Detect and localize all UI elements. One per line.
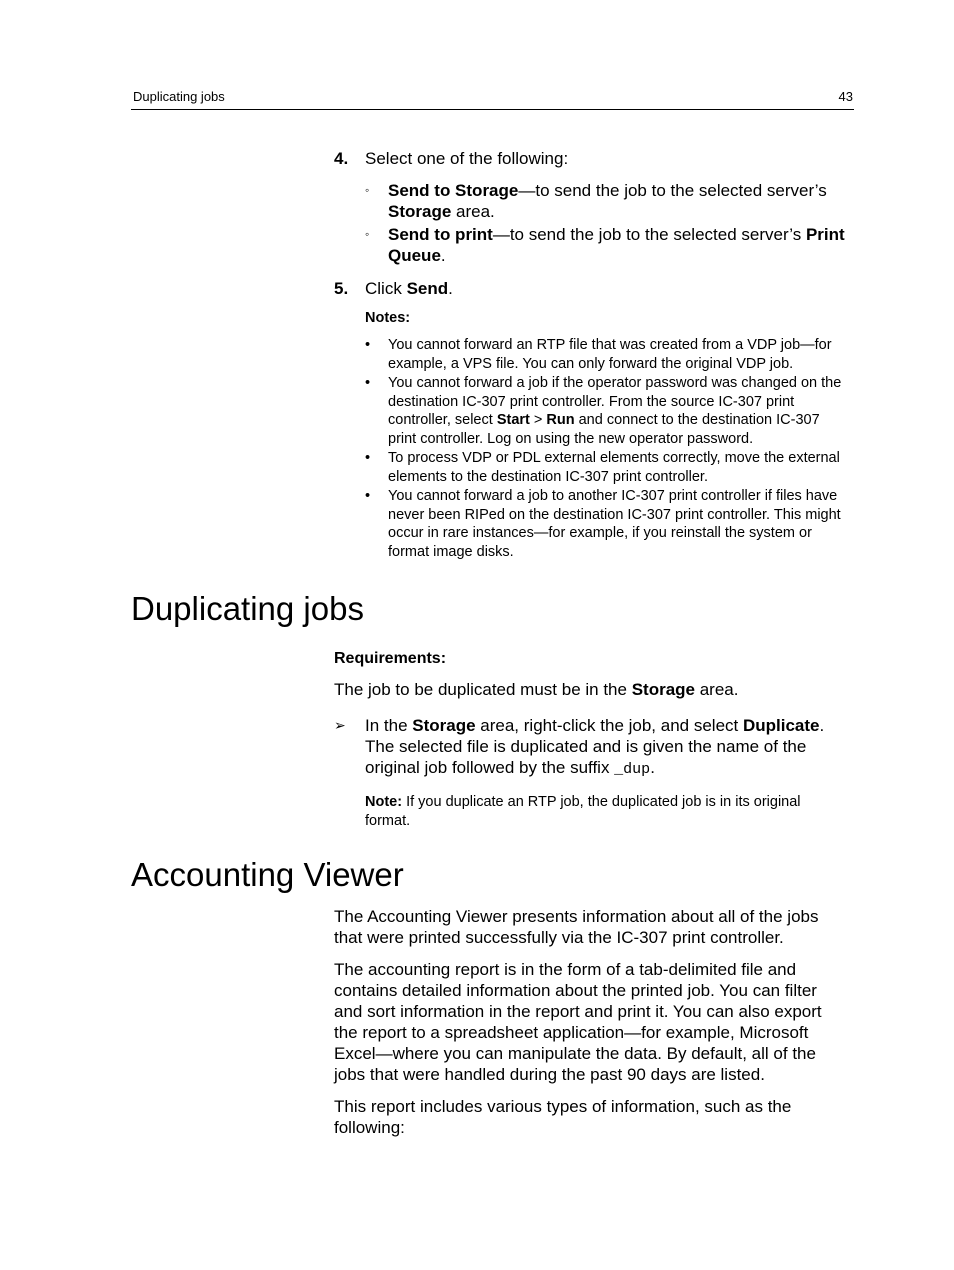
step-command: Send (406, 279, 449, 298)
option-desc-end: . (440, 246, 446, 265)
note-label: Note: (365, 794, 403, 810)
note-item (365, 336, 849, 373)
option-name: Send to print (388, 225, 493, 244)
option-target: Print Queue (388, 225, 845, 265)
bullet-icon: • (365, 450, 371, 466)
instruction-result: The selected file is duplicated and is given the name of the original job followed by the suffix (365, 737, 807, 777)
option-send-to-print (365, 224, 849, 266)
note-text: To process VDP or PDL external elements correctly, move the external elements to the destination IC-307 print controller. (388, 450, 840, 485)
note-item (365, 449, 849, 486)
duplicate-note (334, 793, 849, 830)
note-text: You cannot forward a job to another IC-307 print controller if files have never been RIPed on the destination IC-307 print controller. This might occur in rare instances—for example, if you reinstall the system or format image disks. (388, 488, 841, 560)
procedure-steps (334, 148, 849, 561)
instruction-item: ➢ In the Storage area, right-click the job, and select Duplicate. The selected file is duplicated and is given the name of the original job followed by the suffix _dup. (334, 716, 825, 778)
option-name: Send to Storage (388, 181, 519, 200)
accounting-paragraph: The accounting report is in the form of a tab-delimited file and contains detailed information about the printed job. You can filter and sort information in the report and print it. You can also export the report to a spreadsheet application—for example, Microsoft Excel—where you can manipulate the data. By default, all of the jobs that were handled during the past 90 days are listed. (334, 960, 822, 1084)
notes-list (365, 336, 849, 561)
step-4 (334, 148, 849, 266)
duplicating-body (334, 648, 849, 830)
page-number: 43 (838, 89, 853, 104)
option-send-to-storage (365, 180, 849, 222)
option-desc: —to send the job to the selected server’s (492, 225, 806, 244)
bullet-icon: • (365, 488, 371, 504)
step-text: Click (365, 279, 407, 298)
step-text: Select one of the following: (365, 149, 569, 168)
note-item (365, 487, 849, 561)
header-rule (131, 109, 854, 110)
heading-accounting-viewer: Accounting Viewer (131, 856, 404, 893)
note-text-end: and connect to the destination IC-307 print controller. Log on using the new operator password. (388, 412, 820, 447)
note-text: You cannot forward an RTP file that was created from a VDP job—for example, a VPS file. You can only forward the original VDP job. (388, 337, 832, 372)
option-target: Storage (388, 202, 452, 221)
running-header-title: Duplicating jobs (133, 89, 225, 104)
heading-duplicating-jobs: Duplicating jobs (131, 590, 364, 627)
arrow-bullet-icon: ➢ (334, 717, 346, 733)
option-list (365, 180, 849, 266)
circle-bullet-icon: ◦ (365, 183, 370, 197)
menu-separator: > (529, 412, 547, 428)
step-text-end: . (448, 279, 453, 298)
menu-start: Start (496, 412, 530, 428)
requirement-text: The job to be duplicated must be in the Storage area. (334, 680, 739, 699)
bullet-icon: • (365, 337, 371, 353)
step-number: 5. (334, 279, 349, 298)
accounting-paragraph: This report includes various types of information, such as the following: (334, 1097, 792, 1137)
suffix-code: _dup (614, 761, 651, 778)
option-desc: —to send the job to the selected server’s (518, 181, 827, 200)
accounting-paragraph: The Accounting Viewer presents information about all of the jobs that were printed successfully via the IC-307 print controller. (334, 907, 819, 947)
step-number: 4. (334, 149, 349, 168)
notes-label: Notes: (365, 310, 411, 326)
menu-run: Run (546, 412, 575, 428)
note-item (365, 374, 849, 448)
note-body: If you duplicate an RTP job, the duplicated job is in its original format. (365, 794, 801, 829)
requirements-label: Requirements: (334, 650, 447, 667)
circle-bullet-icon: ◦ (365, 227, 370, 241)
option-desc-end: area. (451, 202, 495, 221)
bullet-icon: • (365, 375, 371, 391)
accounting-body (334, 906, 849, 1138)
step-5 (334, 278, 849, 561)
note-text: You cannot forward a job if the operator password was changed on the destination IC-307 print controller. From the source IC-307 print controller, select (388, 375, 842, 428)
